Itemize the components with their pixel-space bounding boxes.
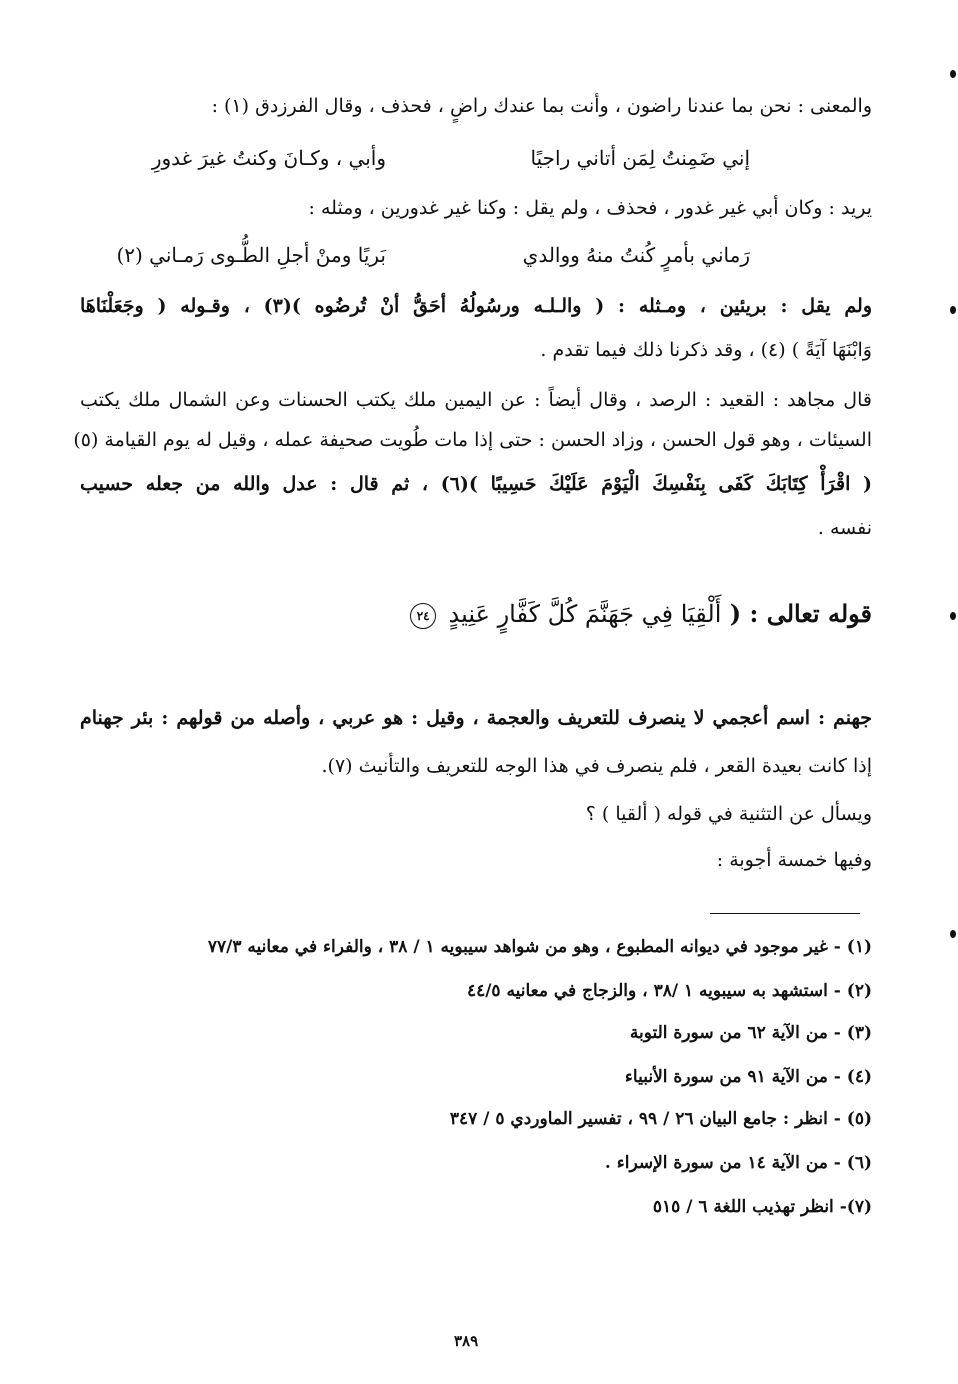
footnote-7: (٧)- انظر تهذيب اللغة ٦ / ٥١٥ [652, 1197, 872, 1217]
body-line-5: قال مجاهد : القعيد : الرصد ، وقال أيضاً : عن اليمين ملك يكتب الحسنات وعن الشمال ملك يكتب [80, 389, 872, 411]
body-line-1: والمعنى : نحن بما عندنا راضون ، وأنت بما عندك راضٍ ، فحذف ، وقال الفرزدق (١) : [211, 95, 872, 117]
verse-2-second-hemistich: بَريًا ومنْ أجلِ الطُّـوى رَمـاني (٢) [116, 243, 386, 267]
verse-2-first-hemistich: رَماني بأمرٍ كُنتُ منهُ ووالدي [522, 243, 750, 267]
scan-mark [950, 930, 956, 938]
verse-heading [406, 596, 872, 632]
body-line-6: السيئات ، وهو قول الحسن ، وزاد الحسن : حتى إذا مات طُويت صحيفة عمله ، وقيل له يوم القيامة (٥) [73, 429, 872, 451]
footnote-3: (٣) - من الآية ٦٢ من سورة التوبة [629, 1023, 872, 1043]
footnote-1: (١) - غير موجود في ديوانه المطبوع ، وهو من شواهد سيبويه ١ / ٣٨ ، والفراء في معانيه ٧٧/٣ [207, 937, 872, 957]
page-number: ٣٨٩ [454, 1332, 479, 1350]
body-line-7: ( اقْرَأْ كِتَابَكَ كَفَى بِنَفْسِكَ الْيَوْمَ عَلَيْكَ حَسِيبًا )(٦) ، ثم قال : عدل والله من جعله حسيب [80, 473, 873, 495]
body-line-3: ولم يقل : بريئين ، ومـثله : ( والـلـه ورسُولُهُ أحَقُّ أنْ تُرضُوه )(٣) ، وقـوله ( وجَعَلْنَاهَا [80, 295, 873, 317]
heading-ayah-text: أَلْقِيَا فِي جَهَنَّمَ كُلَّ كَفَّارٍ عَنِيدٍ [448, 600, 722, 628]
scan-mark [950, 70, 956, 78]
footnote-divider [710, 913, 860, 914]
body-line-10: إذا كانت بعيدة القعر ، فلم ينصرف في هذا الوجه للتعريف والتأنيث (٧). [321, 755, 872, 777]
body-line-9: جهنم : اسم أعجمي لا ينصرف للتعريف والعجمة ، وقيل : هو عربي ، وأصله من قولهم : بئر جهنام [80, 707, 872, 729]
verse-1-first-hemistich: إني ضَمِنتُ لِمَن أتاني راجيًا [530, 146, 750, 170]
ayah-number-marker: ٢٤ [410, 603, 436, 629]
scan-mark [950, 612, 956, 620]
footnote-6: (٦) - من الآية ١٤ من سورة الإسراء . [604, 1153, 872, 1173]
body-line-2: يريد : وكان أبي غير غدور ، فحذف ، ولم يقل : وكنا غير غدورين ، ومثله : [308, 197, 872, 219]
verse-1-second-hemistich: وأبي ، وكـانَ وكنتُ غيرَ غدورِ [151, 146, 386, 170]
footnote-2: (٢) - استشهد به سيبويه ١ /٣٨ ، والزجاج في معانيه ٤٤/٥ [466, 981, 872, 1001]
footnote-5: (٥) - انظر : جامع البيان ٢٦ / ٩٩ ، تفسير الماوردي ٥ / ٣٤٧ [449, 1109, 872, 1129]
heading-prefix: قوله تعالى : ( [729, 599, 872, 628]
body-line-4: وَابْنَهَا آيَةً ) (٤) ، وقد ذكرنا ذلك فيما تقدم . [540, 339, 872, 361]
scan-mark [950, 306, 956, 314]
footnote-4: (٤) - من الآية ٩١ من سورة الأنبياء [624, 1067, 872, 1087]
body-line-8: نفسه . [817, 517, 872, 539]
body-line-11: ويسأل عن التثنية في قوله ( ألقيا ) ؟ [585, 803, 872, 825]
body-line-12: وفيها خمسة أجوبة : [716, 849, 872, 871]
